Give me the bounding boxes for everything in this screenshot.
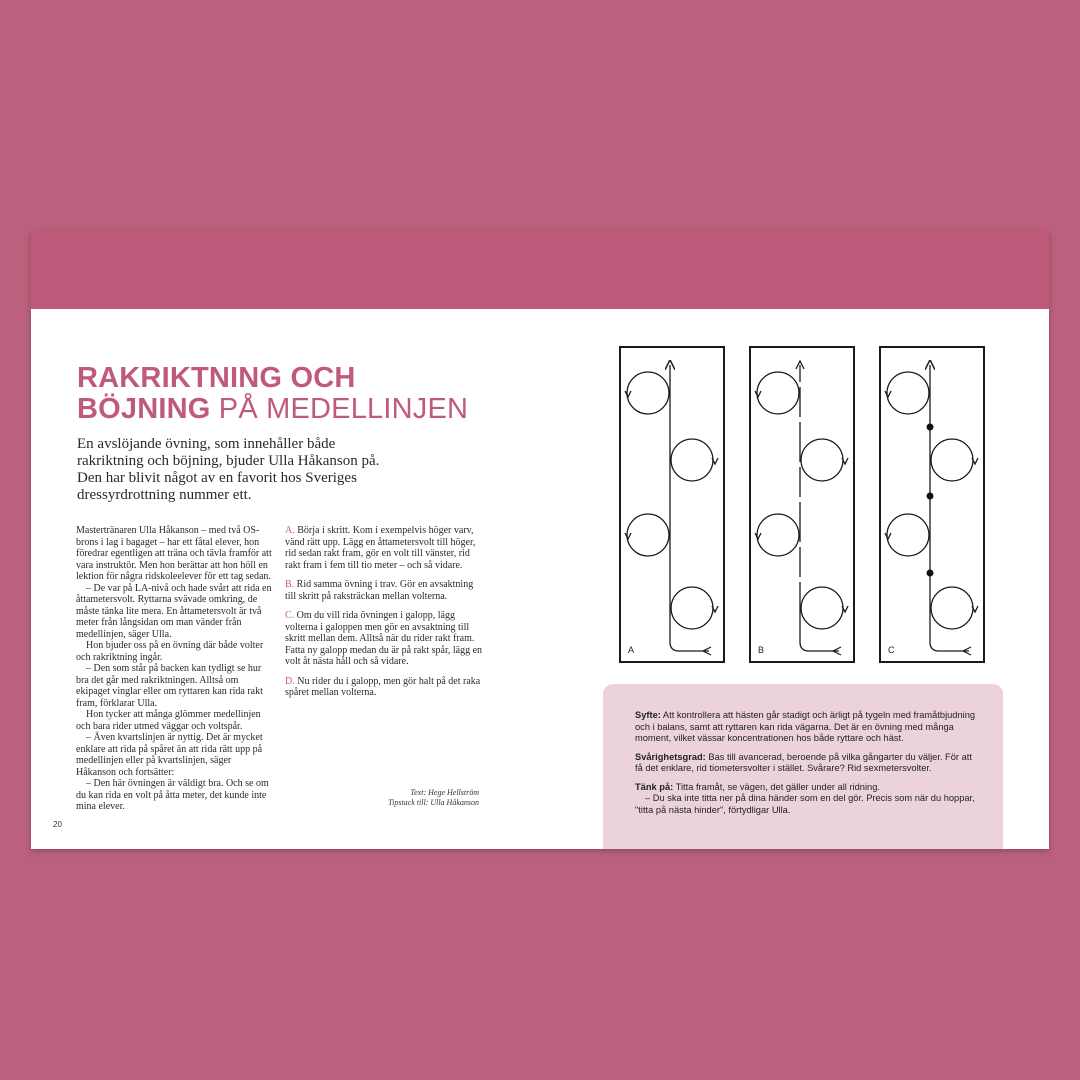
exercise-step-c: C. Om du vill rida övningen i galopp, lägg volterna i galoppen men gör en avsaktning till skritt mellan dem. Alltså när du rider rakt fram. Fatta ny galopp medan du är på rakt spår, lägg en volt åt nästa håll och så vidare.: [285, 610, 483, 667]
diagram-label-a: A: [628, 645, 635, 655]
arena-diagram-a: [620, 347, 724, 662]
exercise-step-d: D. Nu rider du i galopp, men gör halt på det raka spåret mellan volterna.: [285, 675, 481, 698]
tip-credit: Tipstack till: Ulla Håkanson: [388, 798, 479, 807]
article-credits: [331, 788, 479, 808]
body-paragraph: – Även kvartslinjen är nyttig. Det är mycket enklare att rida på spåret än att rida rätt upp på medellinjen eller på kvartslinjen, säger Håkanson och fortsätter:: [76, 732, 263, 778]
page-number: 20: [53, 820, 62, 829]
article-title: [77, 363, 468, 425]
title-line2-rest: PÅ MEDELLINJEN: [210, 393, 469, 425]
magazine-spread: [31, 231, 1049, 849]
author-credit: Text: Hege Hellström: [410, 788, 479, 797]
info-box: [603, 684, 1003, 849]
lead-paragraph: En avslöjande övning, som innehåller både rakriktning och böjning, bjuder Ulla Håkanson på. Den har blivit något av en favorit hos Sveriges dressyrdrottning nummer ett.: [77, 436, 380, 503]
diagram-label-c: C: [888, 645, 895, 655]
body-paragraph: Mastertränaren Ulla Håkanson – med två OS-brons i lag i bagaget – har ett fåtal elever, hon föredrar egentligen att träna och tävla framför att vara instruktör. Men hon berättar att hon höll en lektion för några ridskoleelever för ett tag sedan.: [76, 525, 272, 582]
info-svarighetsgrad: Svårighetsgrad: Bas till avancerad, beroende på vilka gångarter du väljer. För att få det enklare, rid tiometersvolter i stället. Svårare? Rid sexmetersvolter.: [635, 751, 972, 773]
body-column-1: [76, 525, 272, 813]
arena-diagrams: [617, 345, 987, 665]
header-band: [31, 231, 1049, 309]
title-line1: RAKRIKTNING OCH: [77, 362, 356, 394]
diagram-label-b: B: [758, 645, 765, 655]
body-paragraph: – Den här övningen är väldigt bra. Och se om du kan rida en volt på åtta meter, det kunde inte mina elever.: [76, 778, 269, 812]
body-paragraph: Hon bjuder oss på en övning där både volter och rakriktning ingår.: [76, 640, 264, 663]
exercise-step-b: B. Rid samma övning i trav. Gör en avsaktning till skritt på raksträckan mellan volterna.: [285, 579, 474, 602]
info-tank-pa: Tänk på: Titta framåt, se vägen, det gäller under all ridning. – Du ska inte titta ner på dina händer som en del gör. Precis som när du hoppar, "titta på nästa hinder", förtydligar Ulla.: [635, 781, 975, 815]
arena-diagram-b: [750, 347, 854, 662]
exercise-steps-column: [285, 525, 485, 707]
arena-diagram-c: [880, 347, 984, 662]
title-line2-bold: BÖJNING: [77, 393, 211, 425]
exercise-step-a: A. Börja i skritt. Kom i exempelvis höger varv, vänd rätt upp. Lägg en åttametersvolt till höger, rid sedan rakt fram, gör en volt till vänster, rid rakt fram i fem till tio meter – och så vidare.: [285, 525, 476, 571]
body-paragraph: – Den som står på backen kan tydligt se hur bra det går med rakriktningen. Alltså om ekipaget vinglar eller om ryttaren kan rida rakt fram, förklarar Ulla.: [76, 663, 263, 709]
info-syfte: Syfte: Att kontrollera att hästen går stadigt och ärligt på tygeln med framåtbjudning och i balans, samt att ryttaren kan rida vägarna. Det är en övning med många moment, vilket vässar koncentrationen hos både ryttare och häst.: [635, 710, 976, 743]
info-box-text: [635, 710, 980, 823]
body-paragraph: – De var på LA-nivå och hade svårt att rida en åttametersvolt. Ryttarna svävade omkring, de måste tänka lite mera. En åttametersvolt är två meter från långsidan om man vänder från medellinjen, säger Ulla.: [76, 582, 272, 640]
body-paragraph: Hon tycker att många glömmer medellinjen och bara rider utmed väggar och voltspår.: [76, 709, 261, 732]
